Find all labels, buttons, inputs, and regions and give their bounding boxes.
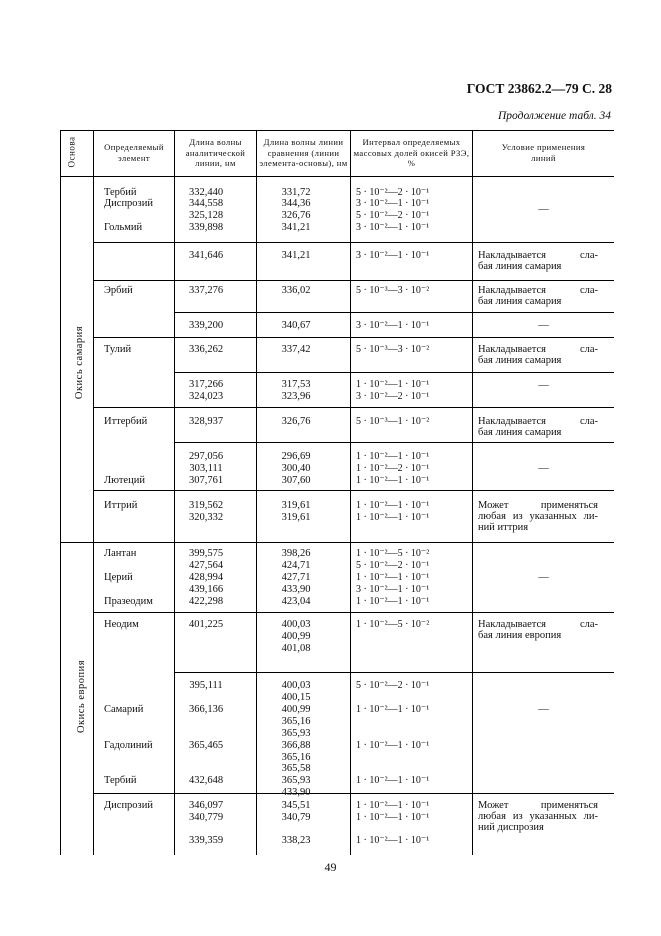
column-header-comparison: Длина волны линии сравнения (линии элемента-основы), нм <box>259 136 348 169</box>
comparison-value: 427,71 <box>281 572 311 583</box>
interval-value: 1 · 10⁻²—1 · 10⁻¹ <box>356 475 430 486</box>
column-rule <box>350 130 351 855</box>
row-rule <box>93 612 614 613</box>
wavelength-value: 319,562 <box>188 500 224 511</box>
wavelength-value: 325,128 <box>188 210 224 221</box>
wavelength-value: 339,359 <box>188 835 224 846</box>
wavelength-value: 332,440 <box>188 187 224 198</box>
row-rule <box>93 490 614 491</box>
interval-value: 1 · 10⁻²—1 · 10⁻¹ <box>356 800 430 811</box>
interval-value: 1 · 10⁻²—1 · 10⁻¹ <box>356 512 430 523</box>
condition-dash: — <box>538 380 549 391</box>
element-name: Неодим <box>104 619 139 630</box>
condition-note: Накладывается сла- бая линия самария <box>478 250 598 272</box>
row-rule <box>93 407 614 408</box>
interval-value: 1 · 10⁻²—1 · 10⁻¹ <box>356 835 430 846</box>
element-name: Гольмий <box>104 222 143 233</box>
interval-value: 1 · 10⁻²—1 · 10⁻¹ <box>356 704 430 715</box>
row-rule <box>93 280 614 281</box>
spectral-lines-table <box>60 130 614 855</box>
comparison-value: 365,16 <box>281 752 311 763</box>
wavelength-value: 303,111 <box>189 463 223 474</box>
element-name: Тербий <box>104 187 137 198</box>
comparison-value: 326,76 <box>281 210 311 221</box>
column-rule <box>93 130 94 855</box>
wavelength-value: 320,332 <box>188 512 224 523</box>
element-name: Церий <box>104 572 133 583</box>
wavelength-value: 427,564 <box>188 560 224 571</box>
group-rule <box>60 542 614 543</box>
interval-value: 3 · 10⁻²—1 · 10⁻¹ <box>356 222 430 233</box>
element-name: Гадолиний <box>104 740 153 751</box>
interval-value: 5 · 10⁻³—3 · 10⁻² <box>356 344 430 355</box>
comparison-value: 323,96 <box>281 391 311 402</box>
comparison-value: 365,93 <box>281 728 311 739</box>
comparison-value: 340,79 <box>281 812 311 823</box>
interval-value: 3 · 10⁻²—1 · 10⁻¹ <box>356 198 430 209</box>
interval-value: 1 · 10⁻²—1 · 10⁻¹ <box>356 775 430 786</box>
condition-dash: — <box>538 704 549 715</box>
comparison-value: 433,90 <box>281 584 311 595</box>
interval-value: 1 · 10⁻²—1 · 10⁻¹ <box>356 740 430 751</box>
comparison-value: 341,21 <box>281 222 311 233</box>
wavelength-value: 339,898 <box>188 222 224 233</box>
element-name: Празеодим <box>104 596 153 607</box>
comparison-value: 400,99 <box>281 704 311 715</box>
wavelength-value: 344,558 <box>188 198 224 209</box>
comparison-value: 423,04 <box>281 596 311 607</box>
comparison-value: 401,08 <box>281 643 311 654</box>
comparison-value: 336,02 <box>281 285 311 296</box>
row-rule <box>174 372 614 373</box>
interval-value: 5 · 10⁻²—2 · 10⁻¹ <box>356 560 430 571</box>
condition-note: Может применяться любая из указанных ли- ний диспрозия <box>478 800 598 833</box>
interval-value: 5 · 10⁻²—2 · 10⁻¹ <box>356 187 430 198</box>
wavelength-value: 432,648 <box>188 775 224 786</box>
comparison-value: 366,88 <box>281 740 311 751</box>
page-header: ГОСТ 23862.2—79 С. 28 <box>466 81 612 96</box>
wavelength-value: 395,111 <box>189 680 223 691</box>
group-label-samarium-oxide: Окись самария <box>74 325 86 400</box>
column-header-interval: Интервал определяемых массовых долей окисей РЗЭ, % <box>353 136 470 169</box>
comparison-value: 337,42 <box>281 344 311 355</box>
interval-value: 3 · 10⁻²—2 · 10⁻¹ <box>356 391 430 402</box>
interval-value: 5 · 10⁻³—3 · 10⁻² <box>356 285 430 296</box>
comparison-value: 341,21 <box>281 250 311 261</box>
comparison-value: 344,36 <box>281 198 311 209</box>
comparison-value: 433,90 <box>281 787 311 798</box>
comparison-value: 400,15 <box>281 692 311 703</box>
wavelength-value: 366,136 <box>188 704 224 715</box>
row-rule <box>174 672 614 673</box>
column-rule <box>60 130 61 855</box>
interval-value: 1 · 10⁻²—1 · 10⁻¹ <box>356 596 430 607</box>
condition-dash: — <box>538 320 549 331</box>
element-name: Тулий <box>104 344 132 355</box>
comparison-value: 365,16 <box>281 716 311 727</box>
interval-value: 1 · 10⁻²—1 · 10⁻¹ <box>356 451 430 462</box>
row-rule <box>93 793 614 794</box>
comparison-value: 331,72 <box>281 187 311 198</box>
comparison-value: 345,51 <box>281 800 311 811</box>
group-label-europium-oxide: Окись европия <box>76 659 88 734</box>
interval-value: 1 · 10⁻²—1 · 10⁻¹ <box>356 500 430 511</box>
wavelength-value: 401,225 <box>188 619 224 630</box>
interval-value: 1 · 10⁻²—2 · 10⁻¹ <box>356 463 430 474</box>
comparison-value: 307,60 <box>281 475 311 486</box>
element-name: Иттербий <box>104 416 148 427</box>
comparison-value: 400,03 <box>281 619 311 630</box>
comparison-value: 424,71 <box>281 560 311 571</box>
element-name: Эрбий <box>104 285 133 296</box>
condition-note: Накладывается сла- бая линия самария <box>478 285 598 307</box>
wavelength-value: 365,465 <box>188 740 224 751</box>
element-name: Лантан <box>104 548 137 559</box>
element-name: Иттрий <box>104 500 138 511</box>
condition-dash: — <box>538 204 549 215</box>
condition-dash: — <box>538 463 549 474</box>
wavelength-value: 346,097 <box>188 800 224 811</box>
element-name: Самарий <box>104 704 144 715</box>
comparison-value: 365,58 <box>281 763 311 774</box>
wavelength-value: 422,298 <box>188 596 224 607</box>
wavelength-value: 439,166 <box>188 584 224 595</box>
comparison-value: 400,99 <box>281 631 311 642</box>
element-name: Тербий <box>104 775 137 786</box>
comparison-value: 326,76 <box>281 416 311 427</box>
comparison-value: 317,53 <box>281 379 311 390</box>
interval-value: 1 · 10⁻²—1 · 10⁻¹ <box>356 572 430 583</box>
element-name: Диспрозий <box>104 198 153 209</box>
interval-value: 3 · 10⁻²—1 · 10⁻¹ <box>356 320 430 331</box>
interval-value: 1 · 10⁻²—5 · 10⁻² <box>356 619 430 630</box>
column-header-base: Основа <box>66 136 77 168</box>
comparison-value: 338,23 <box>281 835 311 846</box>
interval-value: 3 · 10⁻²—1 · 10⁻¹ <box>356 584 430 595</box>
column-rule <box>472 130 473 855</box>
interval-value: 5 · 10⁻²—2 · 10⁻¹ <box>356 680 430 691</box>
comparison-value: 319,61 <box>281 500 311 511</box>
wavelength-value: 328,937 <box>188 416 224 427</box>
row-rule <box>174 442 614 443</box>
wavelength-value: 428,994 <box>188 572 224 583</box>
wavelength-value: 317,266 <box>188 379 224 390</box>
column-header-element: Определяемый элемент <box>104 142 164 163</box>
comparison-value: 319,61 <box>281 512 311 523</box>
condition-note: Накладывается сла- бая линия самария <box>478 416 598 438</box>
column-header-condition: Условие применения линий <box>501 142 586 163</box>
wavelength-value: 340,779 <box>188 812 224 823</box>
interval-value: 5 · 10⁻²—2 · 10⁻¹ <box>356 210 430 221</box>
wavelength-value: 341,646 <box>188 250 224 261</box>
table-continuation-caption: Продолжение табл. 34 <box>498 110 611 122</box>
interval-value: 1 · 10⁻²—1 · 10⁻¹ <box>356 812 430 823</box>
interval-value: 1 · 10⁻²—5 · 10⁻² <box>356 548 430 559</box>
comparison-value: 300,40 <box>281 463 311 474</box>
row-rule <box>93 242 614 243</box>
column-header-wavelength: Длина волны аналитической линии, нм <box>185 136 246 169</box>
page-number: 49 <box>324 860 337 874</box>
wavelength-value: 307,761 <box>188 475 224 486</box>
comparison-value: 400,03 <box>281 680 311 691</box>
wavelength-value: 336,262 <box>188 344 224 355</box>
element-name: Диспрозий <box>104 800 153 811</box>
interval-value: 3 · 10⁻²—1 · 10⁻¹ <box>356 250 430 261</box>
wavelength-value: 324,023 <box>188 391 224 402</box>
element-name: Лютеций <box>104 475 145 486</box>
wavelength-value: 399,575 <box>188 548 224 559</box>
condition-note: Может применяться любая из указанных ли- ний иттрия <box>478 500 598 533</box>
wavelength-value: 339,200 <box>188 320 224 331</box>
interval-value: 1 · 10⁻²—1 · 10⁻¹ <box>356 379 430 390</box>
wavelength-value: 297,056 <box>188 451 224 462</box>
condition-note: Накладывается сла- бая линия европия <box>478 619 598 641</box>
condition-dash: — <box>538 572 549 583</box>
interval-value: 5 · 10⁻³—1 · 10⁻² <box>356 416 430 427</box>
wavelength-value: 337,276 <box>188 285 224 296</box>
header-bottom-rule <box>60 176 614 177</box>
row-rule <box>93 337 614 338</box>
comparison-value: 365,93 <box>281 775 311 786</box>
comparison-value: 296,69 <box>281 451 311 462</box>
comparison-value: 340,67 <box>281 320 311 331</box>
comparison-value: 398,26 <box>281 548 311 559</box>
row-rule <box>174 312 614 313</box>
condition-note: Накладывается сла- бая линия самария <box>478 344 598 366</box>
